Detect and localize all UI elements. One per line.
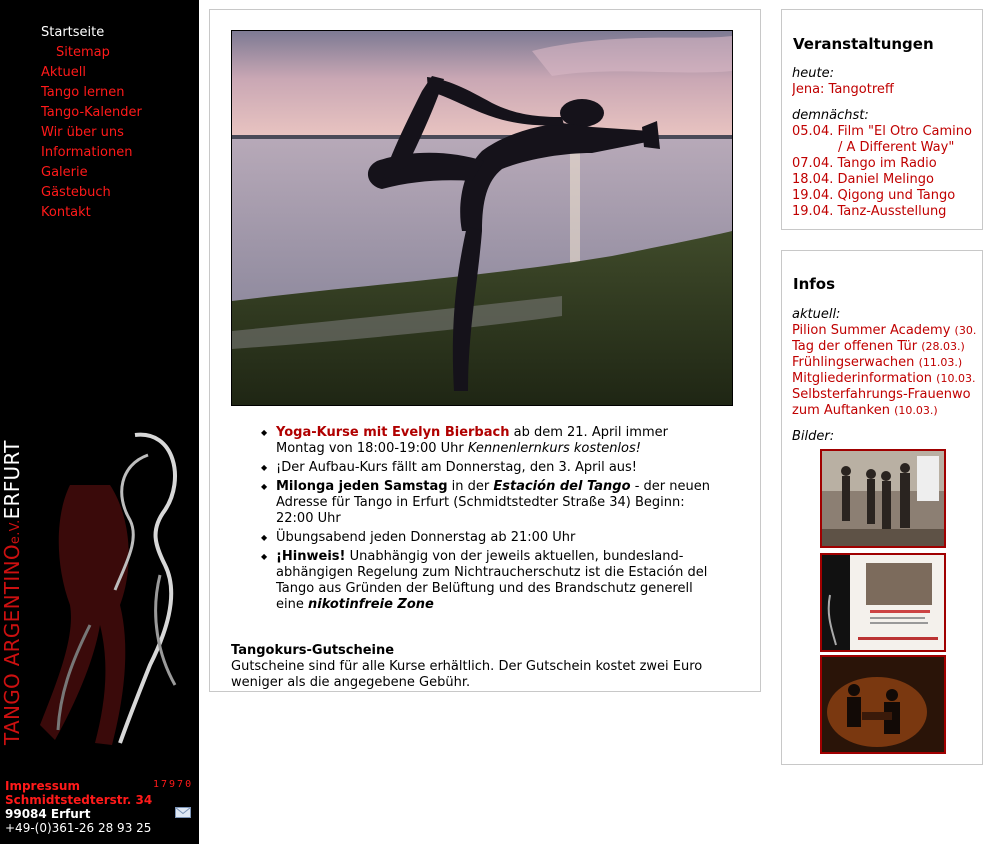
nav-item-galerie[interactable]: Galerie <box>41 165 88 180</box>
nav-item-wir-ueber-uns[interactable]: Wir über uns <box>41 125 124 140</box>
news-emphasis: nikotinfreie Zone <box>307 597 434 612</box>
info-date: (10.03. <box>936 372 976 385</box>
logo-ev: e.V. <box>8 519 23 545</box>
event-link-radio[interactable]: 07.04. Tango im Radio <box>792 156 937 171</box>
news-item-hinweis <box>246 549 716 613</box>
news-item-yoga <box>246 425 716 457</box>
events-title: Veranstaltungen <box>793 35 934 53</box>
news-text: Übungsabend jeden Donnerstag ab 21:00 Uhr <box>276 530 576 545</box>
info-date: (11.03.) <box>918 356 963 369</box>
address-street: Schmidtstedterstr. 34 <box>5 793 153 807</box>
address-city: 99084 Erfurt <box>5 807 91 821</box>
logo-wordmark <box>2 440 26 745</box>
visitor-counter: 17970 <box>153 779 194 790</box>
infos-list <box>792 323 982 419</box>
info-label: Pilion Summer Academy <box>792 323 951 338</box>
event-link-qigong[interactable]: 19.04. Qigong und Tango <box>792 188 956 203</box>
news-text: Unabhängig von der jeweils aktuellen, bundesland-abhängigen Regelung zum Nichtraucherschutz ist die Estación del Tango aus Gründen der Belüftung und des Brandschutz generell eine <box>276 549 708 612</box>
info-label: Mitgliederinformation <box>792 371 933 386</box>
news-bold: Milonga jeden Samstag <box>276 479 448 494</box>
events-soon-list <box>792 124 982 220</box>
event-link-jena-tangotreff[interactable]: Jena: Tangotreff <box>792 82 894 97</box>
impressum-link[interactable]: Impressum <box>5 779 80 793</box>
news-text: - der neuen Adresse für Tango in Erfurt (Schmidtstedter Straße 34) Beginn: 22:00 Uhr <box>276 479 710 526</box>
infos-images-label: Bilder: <box>792 429 835 444</box>
yoga-courses-link[interactable]: Yoga-Kurse mit Evelyn Bierbach <box>276 425 510 440</box>
gutschein-section <box>231 643 731 691</box>
event-link-ausstellung[interactable]: 19.04. Tanz-Ausstellung <box>792 204 947 219</box>
gallery-thumbnail-dancers[interactable] <box>820 449 946 548</box>
info-label: Tag der offenen Tür <box>792 339 918 354</box>
info-label: Selbsterfahrungs-Frauenwo <box>792 387 971 402</box>
gutschein-text: Gutscheine sind für alle Kurse erhältlich. Der Gutschein kostet zwei Euro weniger als die angegebene Gebühr. <box>231 659 703 690</box>
envelope-icon[interactable] <box>175 807 191 818</box>
hero-photo-yoga-sunset <box>231 30 733 406</box>
gutschein-heading: Tangokurs-Gutscheine <box>231 643 395 658</box>
events-today-list <box>792 82 982 98</box>
tango-couple-silhouette <box>0 425 199 755</box>
main-nav <box>41 24 142 224</box>
info-date: (30. <box>954 324 977 337</box>
address-phone: +49-(0)361-26 28 93 25 <box>5 821 152 835</box>
info-label: Frühlingserwachen <box>792 355 915 370</box>
news-emphasis: Kennenlernkurs kostenlos! <box>467 441 641 456</box>
nav-item-informationen[interactable]: Informationen <box>41 145 133 160</box>
event-link-film[interactable]: 05.04. Film "El Otro Camino <box>792 124 972 139</box>
logo-erfurt: ERFURT <box>0 440 24 520</box>
infos-panel <box>781 250 983 765</box>
dancers-photo <box>822 451 944 546</box>
news-text: ¡Der Aufbau-Kurs fällt am Donnerstag, den 3. April aus! <box>276 460 638 475</box>
infos-title: Infos <box>793 275 836 293</box>
info-link-auftanken[interactable] <box>792 403 982 419</box>
news-text: ab dem 21. April immer Montag von 18:00-19:00 Uhr <box>276 425 668 456</box>
nav-item-startseite[interactable]: Startseite <box>41 25 105 40</box>
event-link-film-cont[interactable]: / A Different Way" <box>838 140 955 155</box>
website-screenshot-photo <box>822 555 944 650</box>
nav-item-tango-kalender[interactable]: Tango-Kalender <box>41 105 142 120</box>
nav-item-aktuell[interactable]: Aktuell <box>41 65 86 80</box>
news-text: in der <box>447 479 494 494</box>
yoga-silhouette-image <box>232 31 732 405</box>
event-link-melingo[interactable]: 18.04. Daniel Melingo <box>792 172 934 187</box>
nav-item-kontakt[interactable]: Kontakt <box>41 205 91 220</box>
news-item-aufbau-kurs <box>246 460 716 476</box>
info-label: zum Auftanken <box>792 403 890 418</box>
nav-item-tango-lernen[interactable]: Tango lernen <box>41 85 125 100</box>
sidebar <box>0 0 199 844</box>
concert-photo <box>822 657 944 752</box>
news-item-milonga <box>246 479 716 527</box>
main-content <box>209 9 761 692</box>
info-date: (10.03.) <box>894 404 938 417</box>
news-list <box>246 425 716 616</box>
news-bold: ¡Hinweis! <box>276 549 346 564</box>
info-link-offene-tuer[interactable] <box>792 339 982 355</box>
gallery-thumbnail-website[interactable] <box>820 553 946 652</box>
nav-item-gaestebuch[interactable]: Gästebuch <box>41 185 111 200</box>
info-date: (28.03.) <box>921 340 965 353</box>
events-today-label: heute: <box>792 66 834 81</box>
events-soon-label: demnächst: <box>792 108 869 123</box>
info-link-mitglieder[interactable] <box>792 371 982 387</box>
address-block <box>5 779 152 835</box>
news-emphasis: Estación del Tango <box>493 479 631 494</box>
events-panel <box>781 9 983 230</box>
info-link-fruehling[interactable] <box>792 355 982 371</box>
infos-current-label: aktuell: <box>792 307 841 322</box>
gallery-thumbnail-concert[interactable] <box>820 655 946 754</box>
news-item-uebungsabend <box>246 530 716 546</box>
info-link-selbsterfahrung[interactable] <box>792 387 982 403</box>
nav-item-sitemap[interactable]: Sitemap <box>56 45 110 60</box>
logo-tango-argentino: TANGO ARGENTINO <box>0 544 24 745</box>
tango-couple-logo <box>0 425 199 755</box>
info-link-pilion[interactable] <box>792 323 982 339</box>
